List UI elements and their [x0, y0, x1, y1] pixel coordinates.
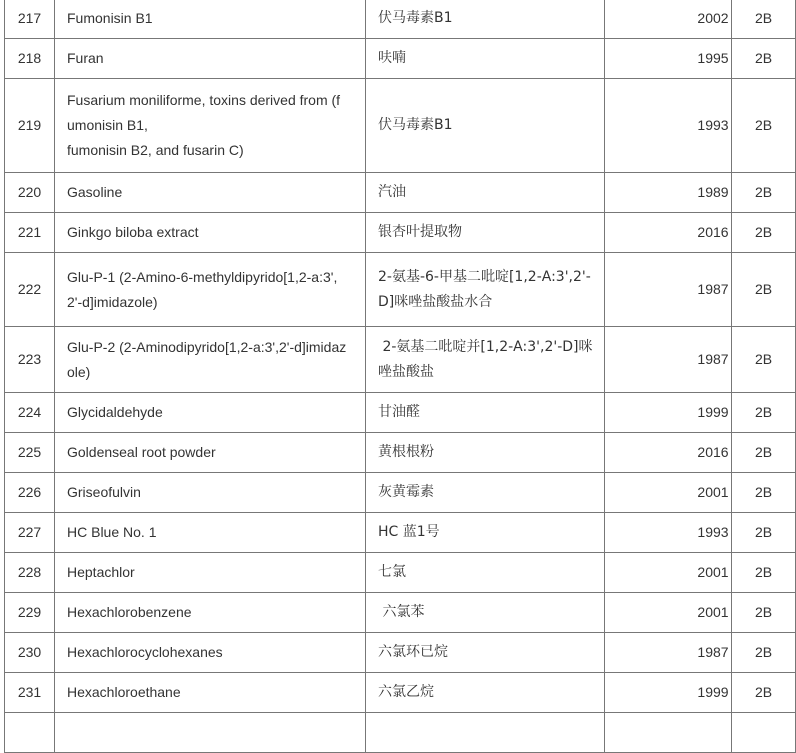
chinese-name: 灰黄霉素	[366, 473, 605, 513]
chinese-name: 六氯苯	[366, 593, 605, 633]
table-body	[5, 0, 796, 753]
row-number: 227	[5, 513, 55, 553]
iarc-group: 2B	[732, 513, 796, 553]
evaluation-year: 1999	[605, 673, 732, 713]
chinese-name: 甘油醛	[366, 393, 605, 433]
row-number: 220	[5, 173, 55, 213]
table-row	[5, 633, 796, 673]
chinese-name: 银杏叶提取物	[366, 213, 605, 253]
evaluation-year	[605, 713, 732, 753]
row-number: 231	[5, 673, 55, 713]
iarc-group: 2B	[732, 473, 796, 513]
table-row	[5, 213, 796, 253]
iarc-group: 2B	[732, 553, 796, 593]
evaluation-year: 1995	[605, 39, 732, 79]
evaluation-year: 2001	[605, 553, 732, 593]
agent-name: Griseofulvin	[55, 473, 366, 513]
table-row	[5, 713, 796, 753]
agent-name: Glu-P-1 (2-Amino-6-methyldipyrido[1,2-a:3', 2'-d]imidazole)	[55, 253, 366, 327]
table-row	[5, 673, 796, 713]
agent-name: Furan	[55, 39, 366, 79]
agent-name: Heptachlor	[55, 553, 366, 593]
row-number: 224	[5, 393, 55, 433]
chinese-name: 2-氨基二吡啶并[1,2-A:3',2'-D]咪 唑盐酸盐	[366, 327, 605, 393]
chinese-name: 汽油	[366, 173, 605, 213]
chinese-name: 七氯	[366, 553, 605, 593]
row-number: 219	[5, 79, 55, 173]
agent-name: Gasoline	[55, 173, 366, 213]
evaluation-year: 2001	[605, 473, 732, 513]
table-row	[5, 393, 796, 433]
table-row	[5, 253, 796, 327]
evaluation-year: 2002	[605, 0, 732, 39]
iarc-group: 2B	[732, 633, 796, 673]
iarc-group: 2B	[732, 327, 796, 393]
agent-name: Hexachloroethane	[55, 673, 366, 713]
row-number: 228	[5, 553, 55, 593]
agent-name: Fusarium moniliforme, toxins derived from (f umonisin B1, fumonisin B2, and fusarin C)	[55, 79, 366, 173]
table-row	[5, 327, 796, 393]
iarc-group: 2B	[732, 673, 796, 713]
row-number: 230	[5, 633, 55, 673]
chinese-name: 伏马毒素B1	[366, 79, 605, 173]
iarc-group: 2B	[732, 213, 796, 253]
chinese-name: 黄根根粉	[366, 433, 605, 473]
row-number: 226	[5, 473, 55, 513]
iarc-group: 2B	[732, 393, 796, 433]
iarc-group: 2B	[732, 253, 796, 327]
agent-name: HC Blue No. 1	[55, 513, 366, 553]
iarc-group: 2B	[732, 79, 796, 173]
row-number: 217	[5, 0, 55, 39]
chinese-name: 呋喃	[366, 39, 605, 79]
agent-name: Fumonisin B1	[55, 0, 366, 39]
row-number: 229	[5, 593, 55, 633]
row-number: 218	[5, 39, 55, 79]
evaluation-year: 1987	[605, 633, 732, 673]
evaluation-year: 1993	[605, 79, 732, 173]
agent-name: Glu-P-2 (2-Aminodipyrido[1,2-a:3',2'-d]imidaz ole)	[55, 327, 366, 393]
table-row	[5, 433, 796, 473]
evaluation-year: 1987	[605, 327, 732, 393]
iarc-group	[732, 713, 796, 753]
chinese-name: HC 蓝1号	[366, 513, 605, 553]
iarc-group: 2B	[732, 0, 796, 39]
chinese-name: 伏马毒素B1	[366, 0, 605, 39]
agent-name	[55, 713, 366, 753]
iarc-group: 2B	[732, 173, 796, 213]
table-row	[5, 513, 796, 553]
row-number	[5, 713, 55, 753]
table-row	[5, 553, 796, 593]
carcinogen-table	[4, 0, 796, 753]
evaluation-year: 1989	[605, 173, 732, 213]
chinese-name: 2-氨基-6-甲基二吡啶[1,2-A:3',2'- D]咪唑盐酸盐水合	[366, 253, 605, 327]
table-row	[5, 473, 796, 513]
chinese-name: 六氯环已烷	[366, 633, 605, 673]
table-row	[5, 79, 796, 173]
evaluation-year: 1999	[605, 393, 732, 433]
agent-name: Ginkgo biloba extract	[55, 213, 366, 253]
iarc-group: 2B	[732, 433, 796, 473]
evaluation-year: 1987	[605, 253, 732, 327]
agent-name: Hexachlorobenzene	[55, 593, 366, 633]
chinese-name: 六氯乙烷	[366, 673, 605, 713]
row-number: 225	[5, 433, 55, 473]
iarc-group: 2B	[732, 593, 796, 633]
evaluation-year: 2016	[605, 433, 732, 473]
table-row	[5, 39, 796, 79]
row-number: 223	[5, 327, 55, 393]
agent-name: Glycidaldehyde	[55, 393, 366, 433]
row-number: 221	[5, 213, 55, 253]
table-row	[5, 173, 796, 213]
row-number: 222	[5, 253, 55, 327]
table-row	[5, 0, 796, 39]
evaluation-year: 2016	[605, 213, 732, 253]
chinese-name	[366, 713, 605, 753]
table-row	[5, 593, 796, 633]
iarc-group: 2B	[732, 39, 796, 79]
agent-name: Goldenseal root powder	[55, 433, 366, 473]
agent-name: Hexachlorocyclohexanes	[55, 633, 366, 673]
evaluation-year: 1993	[605, 513, 732, 553]
evaluation-year: 2001	[605, 593, 732, 633]
